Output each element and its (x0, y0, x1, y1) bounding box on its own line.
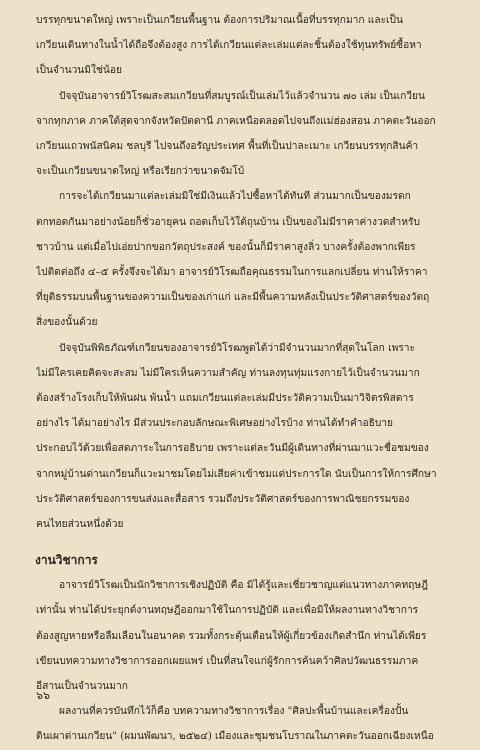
text-line: อาจารย์วิโรฒเป็นนักวิชาการเชิงปฏิบัติ คือ มิได้รู้และเชี่ยวชาญแต่แนวทางภาคทฤษฎี (59, 580, 428, 592)
text-line: เขียนบทความทางวิชาการออกเผยแพร่ เป็นที่สนใจแก่ผู้รักการค้นคว้าศิลปวัฒนธรรมภาค (36, 655, 419, 667)
text-line: ไม่มีใครเคยคิดจะสะสม ไม่มีใครเห็นความสำคัญ ท่านลงทุนทุ่มแรงกายไว้เป็นจำนวนมาก (36, 367, 420, 379)
text-line: ตกทอดกันมาอย่างน้อยก็ชั่วอายุคน ถอดเก็บไว้ใต้ถุนบ้าน เป็นของไม่มีราคาค่างวดสำหรับ (36, 216, 420, 228)
text-line: คนไทยส่วนหนึ่งด้วย (36, 519, 124, 531)
body-text-lower (36, 573, 446, 749)
text-line: ที่ยุติธรรมบนพื้นฐานของความเป็นของเก่าแก่ และมีพื้นความหลังเป็นประวัติศาสตร์ของวัตถุ (36, 292, 430, 304)
text-line: ดินเผาด่านเกวียน" (ผมนพัฒนา, ๒๕๒๔) เมืองและชุมชนโบราณในภาคตะวันออกเฉียงเหนือ (36, 731, 434, 743)
section-heading: งานวิชาการ (35, 553, 98, 568)
text-line: เท่านั้น ท่านได้ประยุกต์งานทฤษฎีออกมาใช้ในการปฏิบัติ และเพื่อมิให้ผลงานทางวิชาการ (36, 605, 419, 617)
text-line: ปัจจุบันพิพิธภัณฑ์เกวียนของอาจารย์วิโรฒพูดได้ว่ามีจำนวนมากที่สุดในโลก เพราะ (59, 342, 415, 354)
text-line: ประวัติศาสตร์ของการขนส่งและสื่อสาร รวมถึงประวัติศาสตร์ของการพาณิชยกรรมของ (36, 493, 410, 505)
text-line: การจะได้เกวียนมาแต่ละเล่มมิใช่มีเงินแล้วไปซื้อหาได้ทันที ส่วนมากเป็นของมรดก (59, 191, 411, 203)
paragraph (36, 8, 446, 84)
text-line: จากหมู่บ้านด่านเกวียนก็แวะมาชมโดยไม่เสียค่าเข้าชมแต่ประการใด นับเป็นการให้การศึกษา (36, 468, 437, 480)
paragraph (36, 573, 446, 699)
text-line: บรรทุกขนาดใหญ่ เพราะเป็นเกวียนพื้นฐาน ต้องการปริมาณเนื้อที่บรรทุกมาก และเป็น (36, 15, 403, 26)
paragraph (36, 184, 446, 335)
paragraph (36, 84, 446, 185)
text-line: ผลงานที่ควรบันทึกไว้ก็คือ บทความทางวิชาการเรื่อง "ศิลปะพื้นบ้านและเครื่องปั้น (59, 706, 409, 718)
body-text-upper (36, 8, 446, 537)
text-line: เกวียนแถวพนัสนิคม ชลบุรี ไปจนถึงอรัญประเทศ พื้นที่เป็นปาละเมาะ เกวียนบรรทุกสินค้า (36, 141, 419, 153)
text-line: จะเป็นเกวียนขนาดใหญ่ หรือเรียกว่าขนาดจัมโบ้ (36, 166, 245, 178)
text-line: ต้องสูญหายหรือลืมเลือนในอนาคต รวมทั้งกระตุ้นเตือนให้ผู้เกี่ยวข้องเกิดสำนึก ท่านได้เพียร (36, 630, 427, 642)
page-number: ๖๖ (36, 689, 50, 702)
text-line: เกวียนเดินทางในน้ำได้ถือจึงต้องสูง การได้เกวียนแต่ละเล่มแต่ละชิ้นต้องใช้ทุนทรัพย์ซื้อหา (36, 40, 422, 52)
text-line: อีสานเป็นจำนวนมาก (36, 681, 128, 693)
text-line: ประกอบไว้ด้วยเพื่อสดภาระในการอธิบาย เพราะแต่ละวันมีผู้เดินทางที่ผ่านมาแวะชื่อชมของ (36, 443, 429, 455)
text-line: สิ่งของนั้นด้วย (36, 317, 98, 329)
text-line: ปัจจุบันอาจารย์วิโรฒสะสมเกวียนที่สมบูรณ์เป็นเล่มไว้แล้วจำนวน ๗๐ เล่ม เป็นเกวียน (59, 90, 425, 102)
text-line: เป็นจำนวนมิใช่น้อย (36, 65, 122, 77)
text-line: ไปติดต่อถึง ๔–๕ ครั้งจึงจะได้มา อาจารย์วิโรฒถือคุณธรรมในการแลกเปลี่ยน ท่านให้ราคา (36, 267, 428, 279)
text-line: จากทุกภาค ภาคใต้สุดจากจังหวัดปัตตานี ภาคเหนือตลอดไปจนถึงแม่ฮ่องสอน ภาคตะวันออก (36, 115, 436, 127)
text-line: ชาวบ้าน แต่เมื่อไปเอ่ยปากขอกวัตถุประสงค์ ของนั้นก็มีราคาสูงลิ่ว บางครั้งต้องพากเพียร (36, 241, 416, 253)
paragraph (36, 336, 446, 538)
paragraph (36, 699, 446, 749)
text-line: ต้องสร้างโรงเก็บให้พ้นฝน พ้นน้ำ แถมเกวียนแต่ละเล่มมีประวัติความเป็นมาวิจิตรพิสดาร (36, 393, 414, 405)
text-line: อย่างไร ได้มาอย่างไร มีส่วนประกอบลักษณะพิเศษอย่างไรบ้าง ท่านได้ทำคำอธิบาย (36, 418, 394, 430)
